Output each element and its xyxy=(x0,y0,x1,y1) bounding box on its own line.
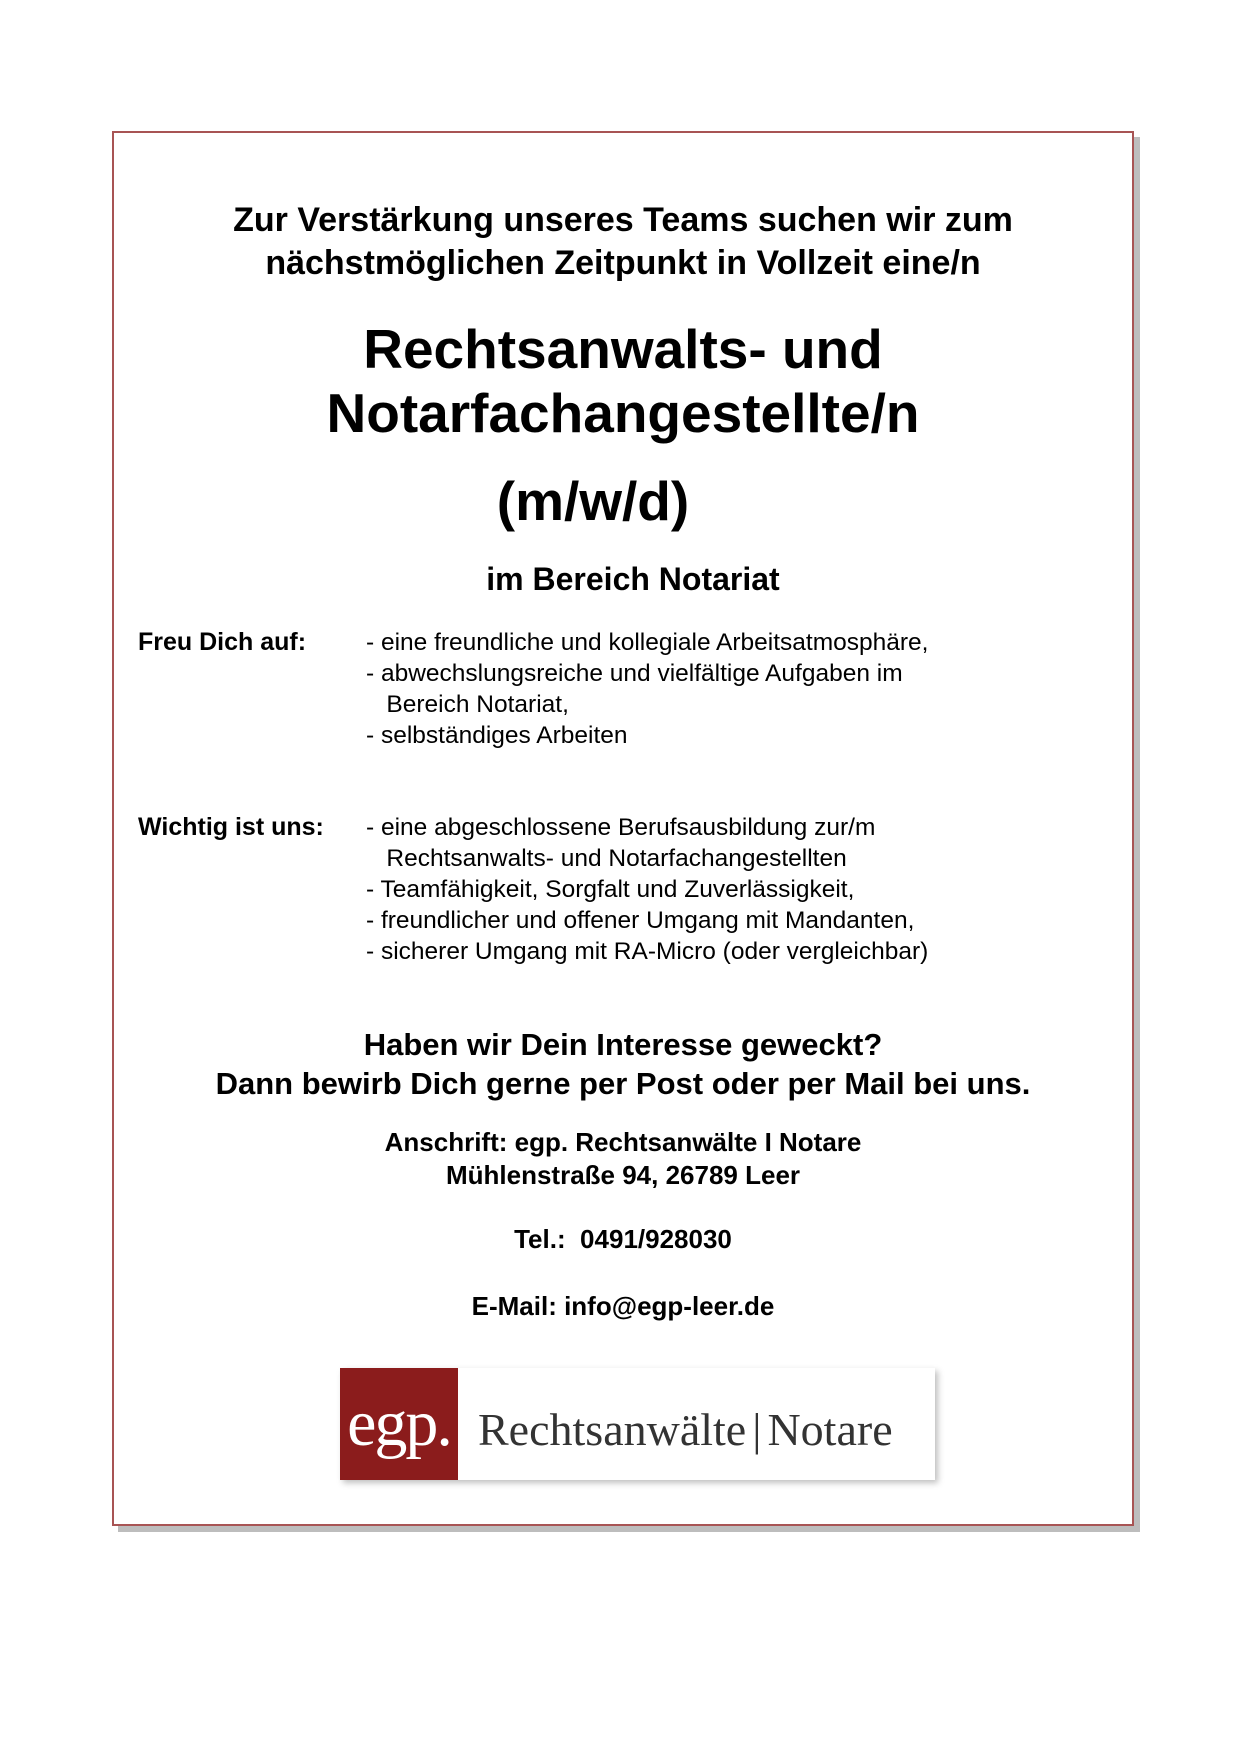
job-ad-frame xyxy=(112,131,1134,1526)
list-item: Bereich Notariat, xyxy=(366,691,569,718)
intro-text xyxy=(114,199,1132,285)
benefits-label: Freu Dich auf: xyxy=(138,628,307,656)
job-area: im Bereich Notariat xyxy=(486,561,780,597)
list-item: Rechtsanwalts- und Notarfachangestellten xyxy=(366,845,847,872)
requirements-label: Wichtig ist uns: xyxy=(138,813,324,841)
logo-wordmark xyxy=(458,1368,935,1480)
list-item: - sicherer Umgang mit RA-Micro (oder vergleichbar) xyxy=(366,938,929,965)
job-title-gender: (m/w/d) xyxy=(496,470,690,532)
logo-word-right: Notare xyxy=(767,1403,893,1455)
requirements-list xyxy=(366,812,928,967)
address-line-1: Anschrift: egp. Rechtsanwälte I Notare xyxy=(384,1127,862,1157)
email[interactable]: E-Mail: info@egp-leer.de xyxy=(471,1291,775,1321)
intro-line-2: nächstmöglichen Zeitpunkt in Vollzeit eine/n xyxy=(265,244,981,282)
job-title-line-2: Notarfachangestellte/n xyxy=(326,382,920,444)
list-item: - eine abgeschlossene Berufsausbildung zur/m xyxy=(366,814,876,841)
list-item: - selbständiges Arbeiten xyxy=(366,722,628,749)
logo-word-left: Rechtsanwälte xyxy=(478,1403,747,1455)
logo-separator: | xyxy=(752,1403,762,1455)
intro-line-1: Zur Verstärkung unseres Teams suchen wir zum xyxy=(233,201,1013,239)
address xyxy=(114,1126,1132,1192)
address-line-2: Mühlenstraße 94, 26789 Leer xyxy=(445,1160,801,1190)
list-item: - freundlicher und offener Umgang mit Mandanten, xyxy=(366,907,915,934)
job-title xyxy=(114,317,1132,445)
job-title-line-1: Rechtsanwalts- und xyxy=(363,318,883,380)
list-item: - eine freundliche und kollegiale Arbeitsatmosphäre, xyxy=(366,629,929,656)
list-item: - abwechslungsreiche und vielfältige Aufgaben im xyxy=(366,660,903,687)
list-item: - Teamfähigkeit, Sorgfalt und Zuverlässigkeit, xyxy=(366,876,855,903)
company-logo xyxy=(340,1368,935,1480)
call-to-action xyxy=(114,1025,1132,1103)
cta-line-2: Dann bewirb Dich gerne per Post oder per Mail bei uns. xyxy=(215,1066,1031,1101)
phone: Tel.: 0491/928030 xyxy=(514,1224,732,1254)
benefits-list xyxy=(366,627,928,751)
cta-line-1: Haben wir Dein Interesse geweckt? xyxy=(363,1027,883,1062)
logo-mark: egp. xyxy=(340,1368,458,1480)
